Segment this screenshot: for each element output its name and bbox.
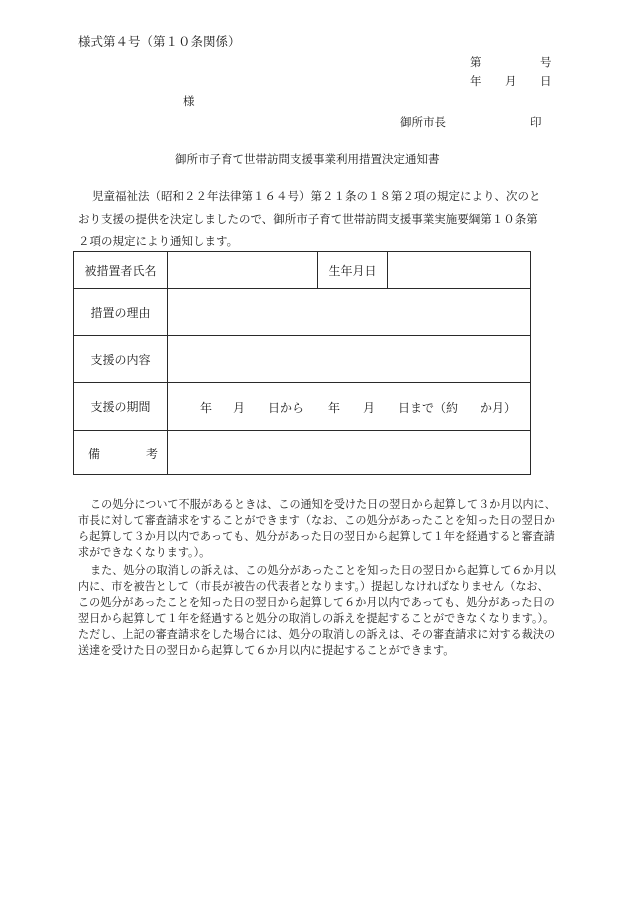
dob-value-cell[interactable]	[388, 252, 531, 289]
content-label-cell	[74, 336, 168, 383]
intro-line-2: おり支援の提供を決定しましたので、御所市子育て世帯訪問支援事業実施要綱第１０条第	[78, 212, 538, 226]
document-number-prefix: 第	[470, 55, 482, 69]
period-end-year: 年	[328, 400, 341, 415]
period-value-cell[interactable]	[168, 383, 531, 431]
notice-p2-line2: 内に、市を被告として（市長が被告の代表者となります。）提起しなければなりません（なお、	[78, 580, 549, 593]
notice-p2-line3: この処分があったことを知った日の翌日から起算して６か月以内であっても、処分があった日の	[78, 596, 555, 609]
date-day: 日	[540, 74, 552, 88]
period-end-month: 月	[363, 400, 376, 415]
period-end-day: 日まで（約	[398, 400, 459, 415]
intro-line-1: 児童福祉法（昭和２２年法律第１６４号）第２１条の１８第２項の規定により、次のと	[92, 189, 541, 203]
notice-p1-line3: ら起算して３か月以内であっても、処分があった日の翌日から起算して１年を経過すると審査請	[78, 530, 555, 543]
period-start-day: 日から	[268, 400, 305, 415]
document-number-suffix: 号	[540, 55, 552, 69]
reason-label: 措置の理由	[90, 305, 151, 320]
form-number: 様式第４号（第１０条関係）	[78, 34, 241, 49]
document-title: 御所市子育て世帯訪問支援事業利用措置決定通知書	[175, 152, 440, 166]
period-start-month: 月	[233, 400, 246, 415]
notice-p1-line1: この処分について不服があるときは、この通知を受けた日の翌日から起算して３か月以内に、	[90, 498, 556, 511]
notice-p2-line4: 翌日から起算して１年を経過すると処分の取消しの訴えを提起することができなくなります。）。	[78, 612, 555, 625]
issuer-name: 御所市長	[400, 115, 446, 129]
row-period	[74, 383, 531, 431]
name-value-cell[interactable]	[168, 252, 318, 289]
date-month: 月	[505, 74, 517, 88]
row-reason	[74, 289, 531, 336]
content-label: 支援の内容	[90, 352, 151, 367]
decision-table	[73, 251, 531, 475]
notice-p1-line4: 求ができなくなります。）。	[78, 546, 211, 559]
name-label-cell	[74, 252, 168, 289]
reason-value-cell[interactable]	[168, 289, 531, 336]
notice-p2-line1: また、処分の取消しの訴えは、この処分があったことを知った日の翌日から起算して６か月以	[90, 564, 556, 577]
remarks-label-2: 考	[146, 446, 159, 461]
period-label-cell	[74, 383, 168, 431]
seal-mark: 印	[530, 115, 542, 129]
content-value-cell[interactable]	[168, 336, 531, 383]
row-name	[74, 252, 531, 289]
recipient-honorific: 様	[183, 94, 195, 108]
remarks-label-cell	[74, 431, 168, 475]
notice-p2-line5: ただし、上記の審査請求をした場合には、処分の取消しの訴えは、その審査請求に対する裁決の	[78, 628, 556, 641]
remarks-value-cell[interactable]	[168, 431, 531, 475]
date-year: 年	[470, 74, 482, 88]
remarks-label-1: 備	[88, 446, 101, 461]
notice-p2-line6: 送達を受けた日の翌日から起算して６か月以内に提起することができます。	[78, 644, 455, 657]
row-content	[74, 336, 531, 383]
period-start-year: 年	[200, 400, 213, 415]
period-label: 支援の期間	[90, 400, 151, 414]
name-label: 被措置者氏名	[84, 263, 157, 278]
reason-label-cell	[74, 289, 168, 336]
notice-p1-line2: 市長に対して審査請求をすることができます（なお、この処分があったことを知った日の翌日か	[78, 514, 555, 527]
dob-label-cell	[318, 252, 388, 289]
intro-line-3: ２項の規定により通知します。	[78, 234, 239, 248]
dob-label: 生年月日	[328, 263, 377, 278]
row-remarks	[74, 431, 531, 475]
period-months: か月）	[480, 400, 517, 415]
